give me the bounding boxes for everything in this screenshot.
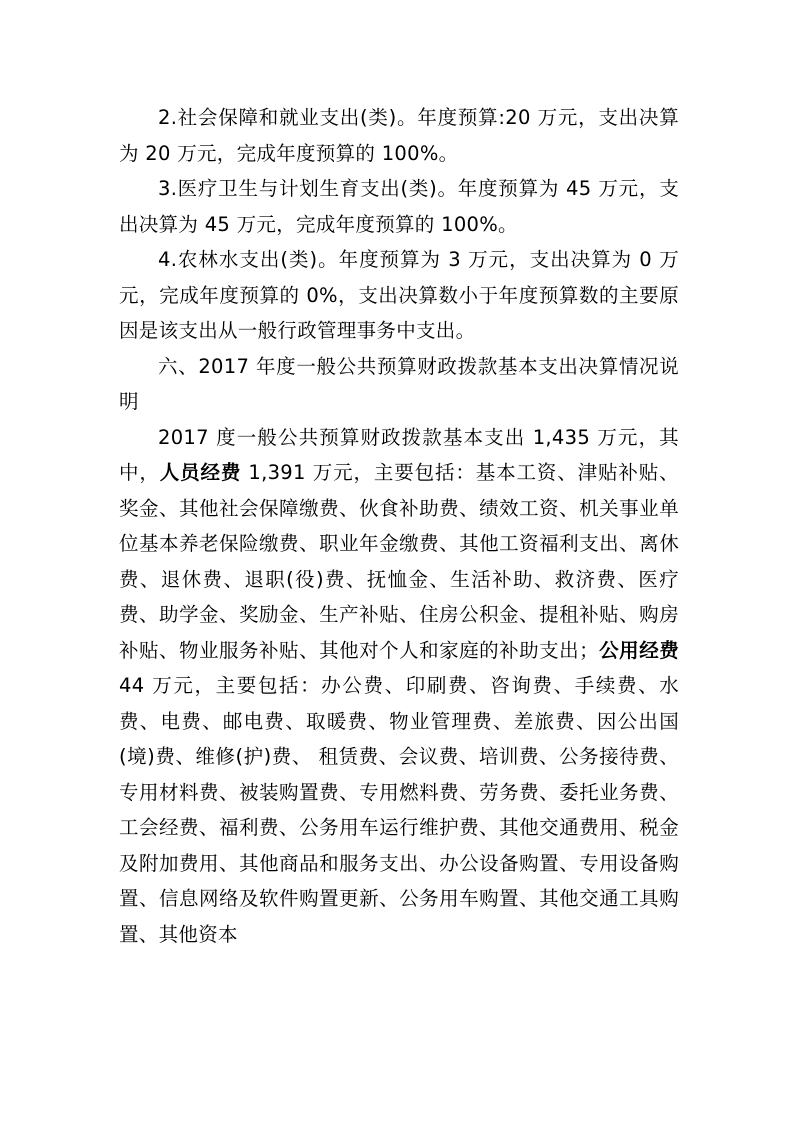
paragraph-agriculture: 4.农林水支出(类)。年度预算为 3 万元，支出决算为 0 万元，完成年度预算的 0%，支出决算数小于年度预算数的主要原因是该支出从一般行政管理事务中支出。: [119, 248, 679, 342]
basic-expenditure-intro: 2017 度一般公共预算财政拨款基本支出 1,435 万元，其中，: [119, 425, 679, 484]
public-expense-label: 公用经费: [598, 638, 679, 662]
paragraph-health: 3.医疗卫生与计划生育支出(类)。年度预算为 45 万元，支出决算为 45 万元，完成年度预算的 100%。: [119, 177, 679, 236]
paragraph-social-security: 2.社会保障和就业支出(类)。年度预算:20 万元，支出决算为 20 万元，完成年度预算的 100%。: [119, 106, 679, 165]
section-heading-basic-expenditure: 六、2017 年度一般公共预算财政拨款基本支出决算情况说明: [119, 354, 679, 413]
personnel-expense-label: 人员经费: [159, 461, 242, 484]
personnel-expense-text: 1,391 万元，主要包括：基本工资、津贴补贴、奖金、其他社会保障缴费、伙食补助费、绩效工资、机关事业单位基本养老保险缴费、职业年金缴费、其他工资福利支出、离休费、退休费、退职(役)费、抚恤金、生活补助、救济费、医疗费、助学金、奖励金、生产补贴、住房公积金、提租补贴、购房补贴、物业服务补贴、其他对个人和家庭的补助支出；: [119, 461, 679, 662]
document-body: [119, 100, 679, 952]
public-expense-text: 44 万元，主要包括：办公费、印刷费、咨询费、手续费、水费、电费、邮电费、取暖费、物业管理费、差旅费、因公出国(境)费、维修(护)费、 租赁费、会议费、培训费、公务接待费、专用材料费、被装购置费、专用燃料费、劳务费、委托业务费、工会经费、福利费、公务用车运行维护费、其他交通费用、税金及附加费用、其他商品和服务支出、办公设备购置、专用设备购置、信息网络及软件购置更新、公务用车购置、其他交通工具购置、其他资本: [119, 674, 679, 946]
paragraph-basic-expenditure: [119, 420, 679, 953]
